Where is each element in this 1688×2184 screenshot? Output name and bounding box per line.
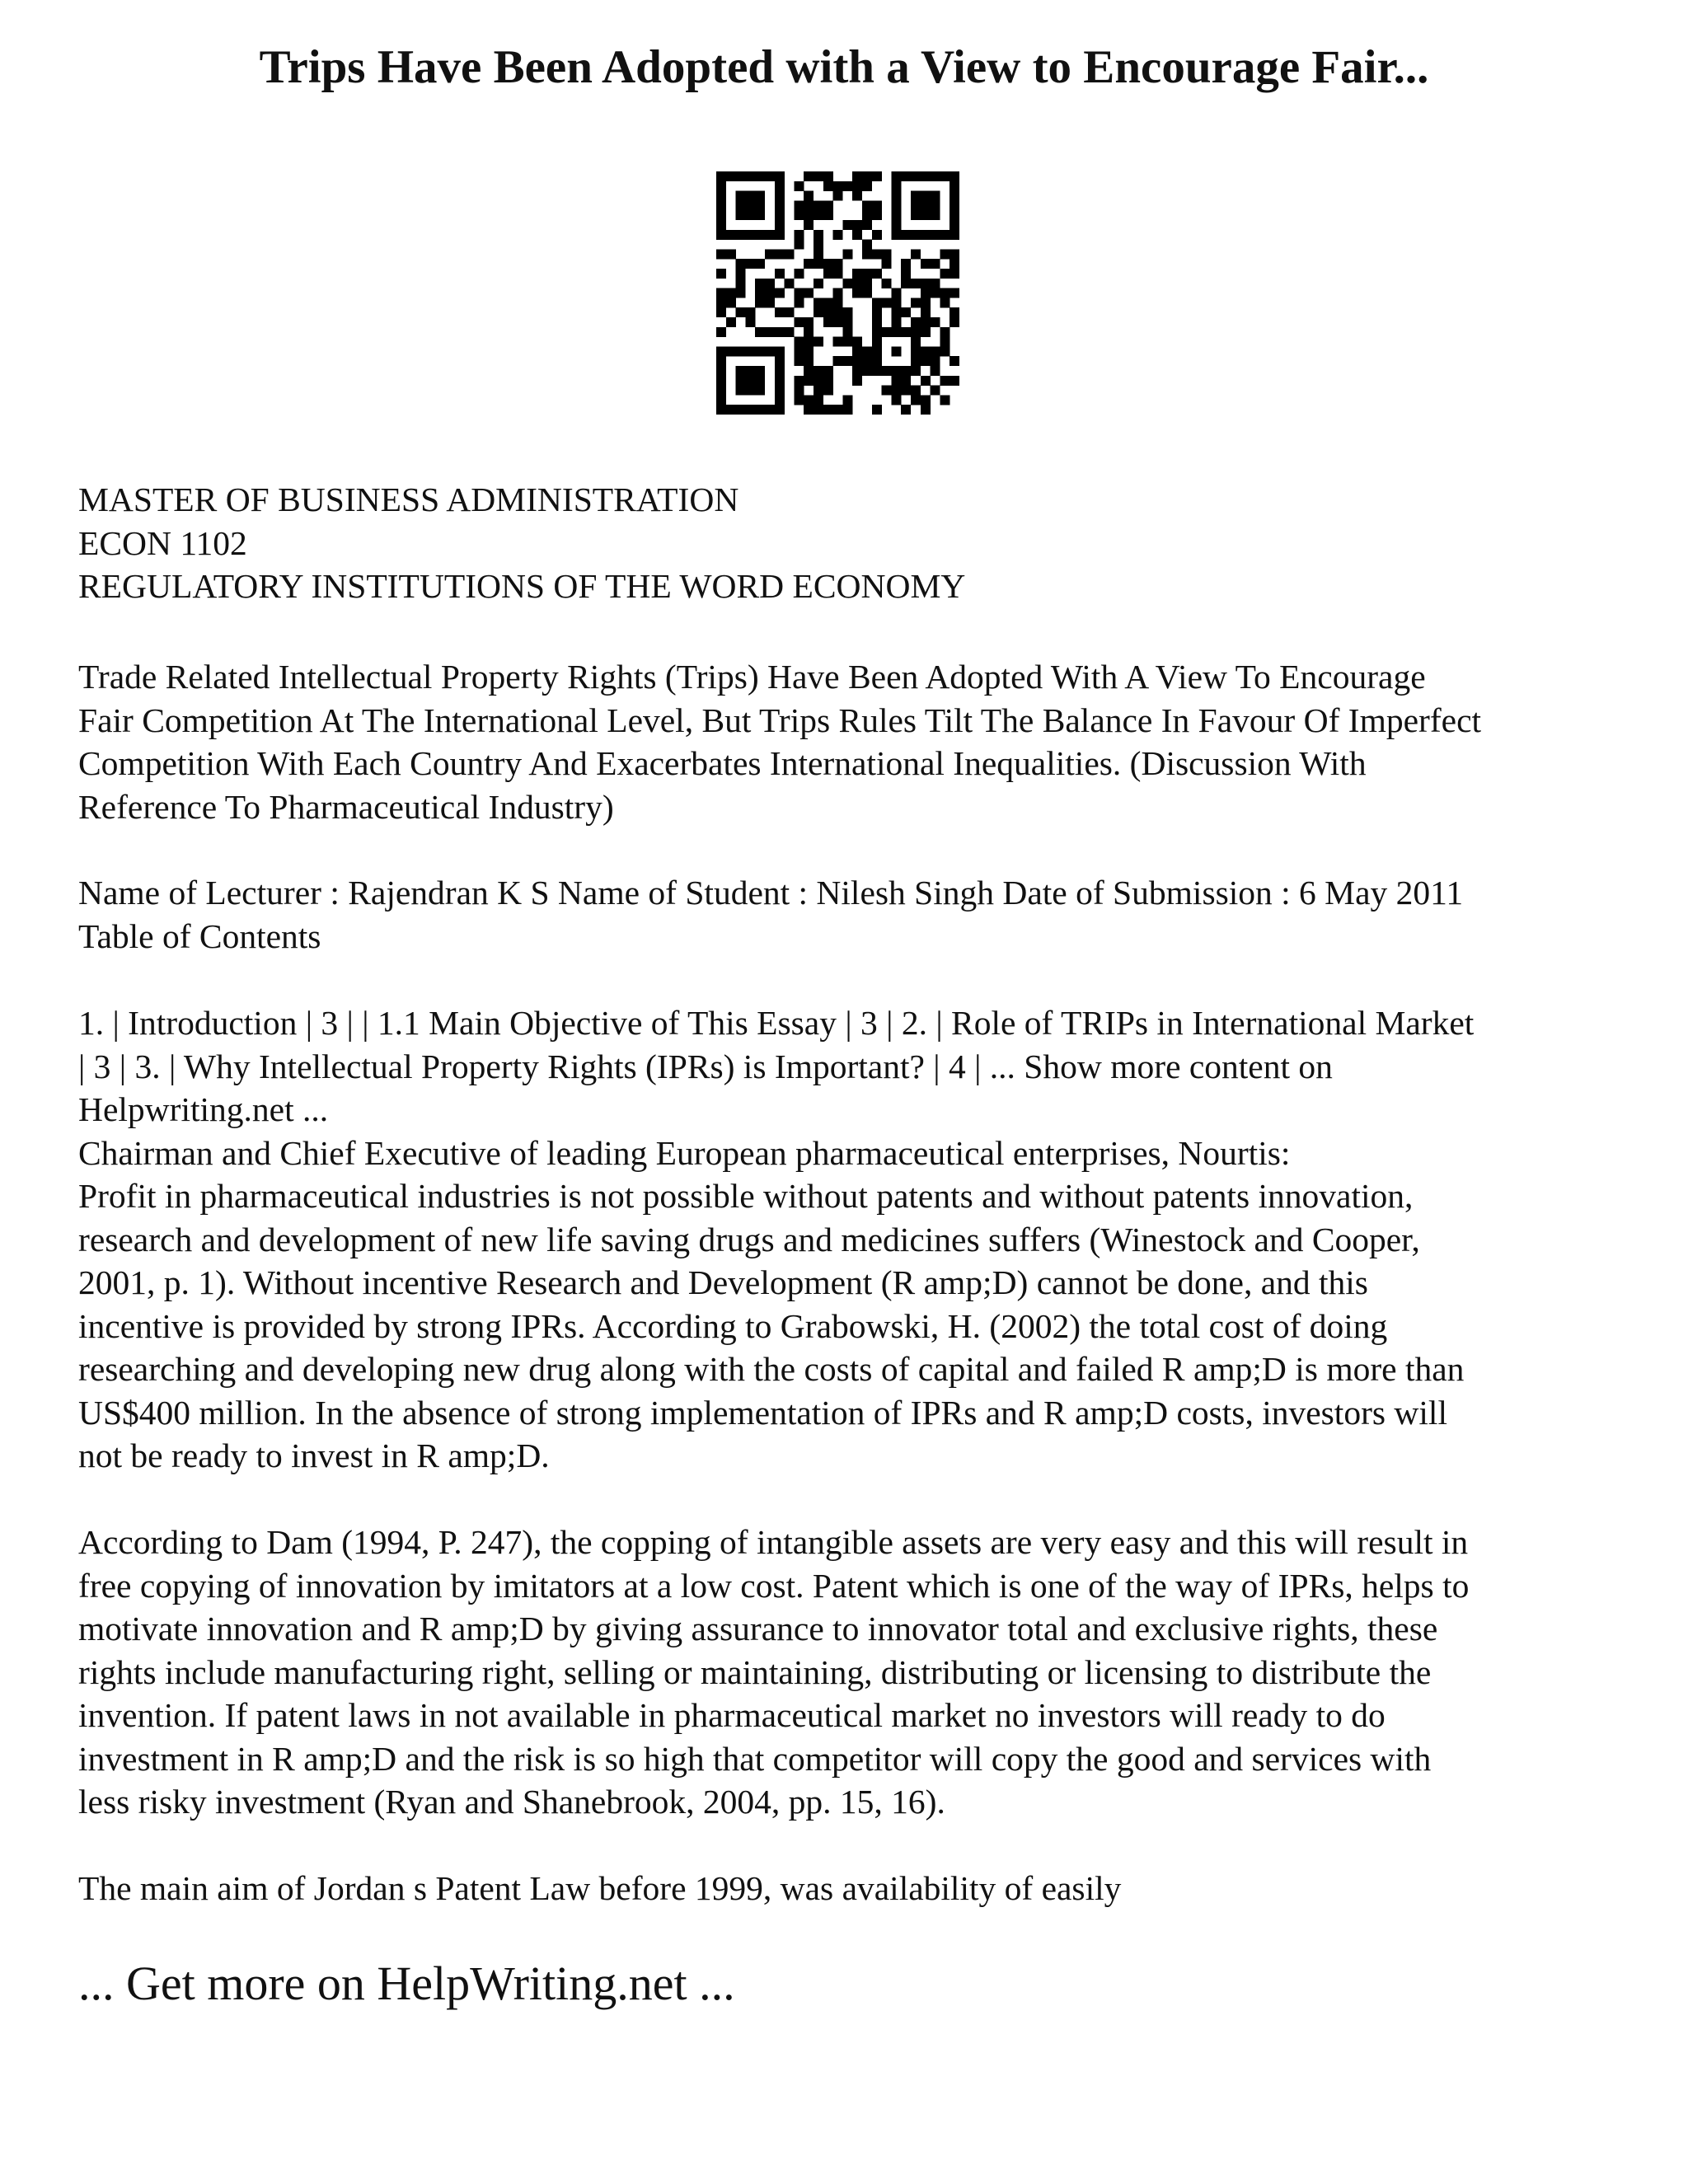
- text-line: invention. If patent laws in not available in pharmaceutical market no investors will ready to do: [78, 1696, 1386, 1734]
- text-line: Trade Related Intellectual Property Rights (Trips) Have Been Adopted With A View To Encourage: [78, 658, 1426, 696]
- text-line: 1. | Introduction | 3 | | 1.1 Main Objective of This Essay | 3 | 2. | Role of TRIPs in International Market: [78, 1004, 1475, 1042]
- toc-and-first-paragraph: [78, 1001, 1628, 1478]
- qr-code-icon: [716, 171, 959, 415]
- text-line: Chairman and Chief Executive of leading European pharmaceutical enterprises, Nourtis:: [78, 1133, 1291, 1172]
- text-line: Fair Competition At The International Level, But Trips Rules Tilt The Balance In Favour Of Imperfect: [78, 701, 1482, 739]
- text-line: The main aim of Jordan s Patent Law before 1999, was availability of easily: [78, 1869, 1122, 1907]
- text-line: research and development of new life saving drugs and medicines suffers (Winestock and Cooper,: [78, 1220, 1420, 1258]
- second-paragraph: [78, 1521, 1628, 1824]
- essay-topic: [78, 655, 1628, 828]
- toc-heading: Table of Contents: [78, 916, 321, 955]
- text-line: Competition With Each Country And Exacerbates International Inequalities. (Discussion With: [78, 744, 1367, 782]
- course-header: [78, 478, 1628, 608]
- text-line: motivate innovation and R amp;D by giving assurance to innovator total and exclusive rights, these: [78, 1610, 1438, 1647]
- text-line: Name of Lecturer : Rajendran K S Name of Student : Nilesh Singh Date of Submission : 6 May 2011: [78, 874, 1464, 912]
- text-line: | 3 | 3. | Why Intellectual Property Rights (IPRs) is Important? | 4 | ... Show more content on: [78, 1047, 1333, 1085]
- text-line: not be ready to invest in R amp;D.: [78, 1436, 550, 1474]
- text-line: researching and developing new drug along with the costs of capital and failed R amp;D is more than: [78, 1350, 1465, 1388]
- submission-info: [78, 871, 1628, 958]
- text-line: Helpwriting.net ...: [78, 1090, 329, 1128]
- degree-line: MASTER OF BUSINESS ADMINISTRATION: [78, 480, 739, 518]
- text-line: less risky investment (Ryan and Shanebrook, 2004, pp. 15, 16).: [78, 1783, 945, 1821]
- third-paragraph: [78, 1867, 1628, 1910]
- text-line: US$400 million. In the absence of strong implementation of IPRs and R amp;D costs, investors will: [78, 1393, 1447, 1432]
- text-line: 2001, p. 1). Without incentive Research and Development (R amp;D) cannot be done, and this: [78, 1263, 1368, 1301]
- text-line: free copying of innovation by imitators at a low cost. Patent which is one of the way of IPRs, helps to: [78, 1566, 1470, 1605]
- text-line: incentive is provided by strong IPRs. According to Grabowski, H. (2002) the total cost of doing: [78, 1306, 1388, 1345]
- text-line: Reference To Pharmaceutical Industry): [78, 787, 614, 826]
- text-line: investment in R amp;D and the risk is so high that competitor will copy the good and services with: [78, 1739, 1432, 1778]
- course-code-line: ECON 1102: [78, 523, 247, 562]
- course-name-line: REGULATORY INSTITUTIONS OF THE WORD ECONOMY: [78, 567, 966, 605]
- get-more-link[interactable]: ... Get more on HelpWriting.net ...: [78, 1957, 735, 2010]
- text-line: rights include manufacturing right, selling or maintaining, distributing or licensing to distribute the: [78, 1652, 1432, 1691]
- document-title: Trips Have Been Adopted with a View to Encourage Fair...: [259, 41, 1429, 93]
- text-line: Profit in pharmaceutical industries is not possible without patents and without patents innovation,: [78, 1177, 1414, 1215]
- text-line: According to Dam (1994, P. 247), the copping of intangible assets are very easy and this will result in: [78, 1523, 1469, 1561]
